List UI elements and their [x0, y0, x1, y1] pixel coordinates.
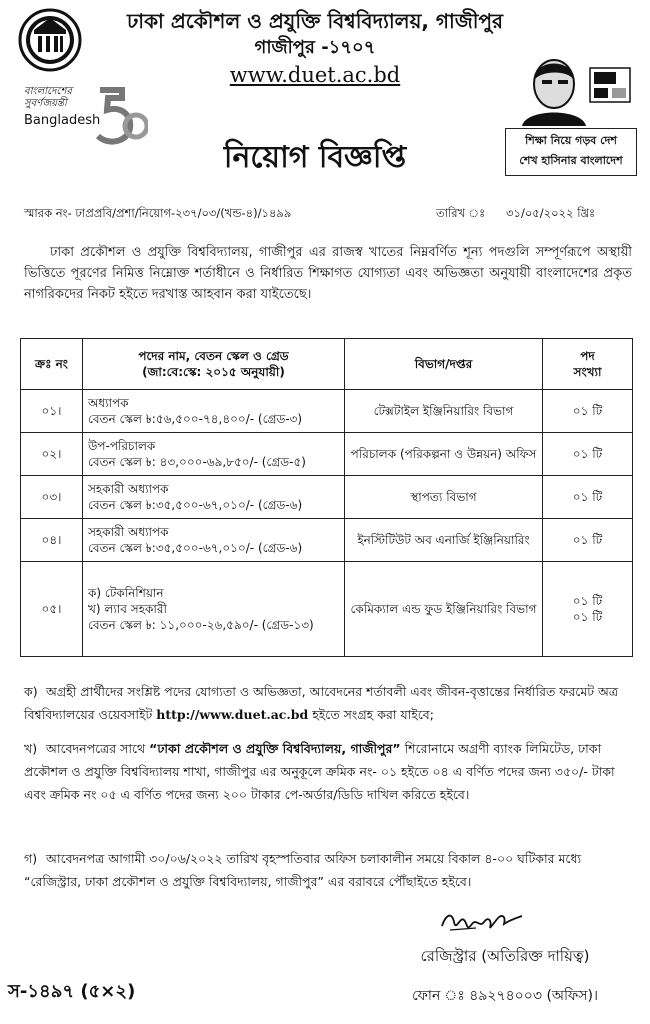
registrar-phone: ফোন ঃ ৪৯২৭৪০০৩ (অফিস)। [412, 988, 598, 1004]
university-website[interactable]: www.duet.ac.bd [229, 63, 401, 87]
mujib-100-portrait-icon [512, 50, 632, 126]
cell-post [83, 433, 345, 476]
cell-serial: ০১। [21, 390, 83, 433]
cell-serial: ০৩। [21, 476, 83, 519]
cell-post [83, 519, 345, 562]
post-scale: বেতন স্কেল ৳:৩৫,৫০০-৬৭,০১০/- (গ্রেড-৬) [88, 541, 303, 555]
cell-post [83, 476, 345, 519]
post-scale: বেতন স্কেল ৳:৫৬,৫০০-৭৪,৪০০/- (গ্রেড-৩) [88, 412, 303, 426]
cell-serial: ০৫। [21, 562, 83, 657]
posts-table [20, 338, 633, 657]
memo-number: স্মারক নং- ঢাপ্রপ্রবি/প্রশা/নিয়োগ-২৩৭/০৩/(খন্ড-৪)/১৪৯৯ [24, 206, 292, 220]
registrar-title: রেজিস্ট্রার (অতিরিক্ত দায়িত্ব) [420, 947, 590, 965]
condition-b-text-after: শিরোনামে অগ্রণী ব্যাংক লিমিটেড, ঢাকা প্রকৌশল ও প্রযুক্তি বিশ্ববিদ্যালয় শাখা, গাজীপুর এর অনুকূলে ক্রমিক নং- ০১ হইতে ০৪ এ বর্ণিত পদের জন্য ৩৫০/- টাকা এবং ক্রমিক নং ০৫ এ বর্ণিত পদের জন্য ২০০ টাকার পে-অর্ডার/ডিডি দাখিল করিতে হইবে। [24, 741, 615, 802]
table-row [21, 519, 633, 562]
cell-post [83, 390, 345, 433]
post-title-b: খ) ল্যাব সহকারী [88, 602, 167, 616]
post-scale: বেতন স্কেল ৳: ১১,০০০-২৬,৫৯০/- (গ্রেড-১৩) [88, 618, 314, 632]
date-value: ৩১/০৫/২০২২ খ্রিঃ [506, 206, 596, 220]
condition-a-text: অগ্রহী প্রার্থীদের সংশ্লিষ্ট পদের যোগ্যতা ও অভিজ্ঞতা, আবেদনের শর্তাবলী এবং জীবন-বৃত্তান্তের নির্ধারিত ফরমেট অত্র বিশ্ববিদ্যালয়ের ওয়েবসাইট [24, 684, 619, 722]
university-city-line: গাজীপুর -১৭০৭ [254, 37, 376, 58]
table-header-row [21, 339, 633, 390]
cell-serial: ০৪। [21, 519, 83, 562]
header-count-line1: পদ [580, 349, 595, 363]
slogan-line1: শিক্ষা নিয়ে গড়ব দেশ [525, 134, 617, 147]
intro-paragraph: ঢাকা প্রকৌশল ও প্রযুক্তি বিশ্ববিদ্যালয়, গাজীপুর এর রাজস্ব খাতের নিম্নবর্ণিত শূন্য পদগুলি সম্পূর্ণরূপে অস্থায়ী ভিত্তিতে পূরণের নিমিত্ত নিম্নোক্ত শর্তাধীনে ও নির্ধারিত শিক্ষাগত যোগ্যতা এবং অভিজ্ঞতা অনুযায়ী বাংলাদেশের প্রকৃত নাগরিকদের নিকট হইতে দরখাস্ত আহবান করা যাইতেছে। [24, 245, 632, 302]
header-count [543, 339, 633, 390]
condition-b-label: খ) [24, 741, 38, 756]
condition-a-text-after: হইতে সংগ্রহ করা যাইবে; [312, 707, 434, 722]
header-count-line2: সংখ্যা [573, 365, 602, 379]
bangladesh-50-line1: বাংলাদেশের [24, 86, 72, 97]
cell-count: ০১ টি [543, 390, 633, 433]
slogan-line2: শেখ হাসিনার বাংলাদেশ [519, 154, 623, 167]
registrar-signature-icon [436, 906, 526, 940]
condition-c-label: গ) [24, 851, 38, 866]
cell-count: ০১ টি [543, 476, 633, 519]
post-title: উপ-পরিচালক [88, 439, 156, 453]
cell-dept: টেক্সটাইল ইঞ্জিনিয়ারিং বিভাগ [345, 390, 543, 433]
condition-b [24, 737, 632, 806]
count-b: ০১ টি [572, 610, 603, 624]
table-row [21, 390, 633, 433]
table-row [21, 476, 633, 519]
condition-a-url[interactable]: http://www.duet.ac.bd [156, 707, 309, 722]
header-post-line2: (জা:বে:স্কে: ২০১৫ অনুযায়ী) [142, 365, 285, 379]
header-dept: বিভাগ/দপ্তর [345, 339, 543, 390]
university-name: ঢাকা প্রকৌশল ও প্রযুক্তি বিশ্ববিদ্যালয়, গাজীপুর [126, 9, 504, 33]
notice-title: নিয়োগ বিজ্ঞপ্তি [223, 140, 407, 175]
cell-count: ০১ টি [543, 433, 633, 476]
condition-a-label: ক) [24, 684, 38, 699]
ad-code: স-১৪৯৭ (৫×২) [8, 981, 136, 1002]
condition-b-text: আবেদনপত্রের সাথে [46, 741, 146, 756]
cell-dept: স্থাপত্য বিভাগ [345, 476, 543, 519]
condition-b-bold-name: “ঢাকা প্রকৌশল ও প্রযুক্তি বিশ্ববিদ্যালয়, গাজীপুর” [149, 741, 401, 756]
cell-post [83, 562, 345, 657]
date-label: তারিখ ঃ [436, 206, 486, 220]
post-title-a: ক) টেকনিশিয়ান [88, 586, 164, 600]
header-serial: ক্রঃ নং [21, 339, 83, 390]
table-row [21, 433, 633, 476]
post-scale: বেতন স্কেল ৳: ৪৩,০০০-৬৯,৮৫০/- (গ্রেড-৫) [88, 455, 306, 469]
post-title: অধ্যাপক [88, 396, 129, 410]
post-title: সহকারী অধ্যাপক [88, 525, 169, 539]
cell-count [543, 562, 633, 657]
post-scale: বেতন স্কেল ৳:৩৫,৫০০-৬৭,০১০/- (গ্রেড-৬) [88, 498, 303, 512]
bangladesh-50-word: Bangladesh [24, 113, 101, 128]
cell-dept: পরিচালক (পরিকল্পনা ও উন্নয়ন) অফিস [345, 433, 543, 476]
duet-logo [18, 8, 82, 72]
cell-count: ০১ টি [543, 519, 633, 562]
post-title: সহকারী অধ্যাপক [88, 482, 169, 496]
cell-serial: ০২। [21, 433, 83, 476]
header-post-line1: পদের নাম, বেতন স্কেল ও গ্রেড [138, 349, 289, 363]
cell-dept: ইনস্টিটিউট অব এনার্জি ইঞ্জিনিয়ারিং [345, 519, 543, 562]
header-post [83, 339, 345, 390]
bangladesh-50-line2: সুবর্ণজয়ন্তী [24, 98, 67, 109]
count-a: ০১ টি [572, 594, 603, 608]
cell-dept: কেমিক্যাল এন্ড ফুড ইঞ্জিনিয়ারিং বিভাগ [345, 562, 543, 657]
condition-c-text: আবেদনপত্র আগামী ৩০/০৬/২০২২ তারিখ বৃহস্পতিবার অফিস চলাকালীন সময়ে বিকাল ৪-০০ ঘটিকার মধ্যে “রেজিস্ট্রার, ঢাকা প্রকৌশল ও প্রযুক্তি বিশ্ববিদ্যালয়, গাজীপুর” এর বরাবরে পৌঁছাইতে হইবে। [24, 851, 582, 889]
condition-c [24, 847, 632, 893]
table-row [21, 562, 633, 657]
condition-a [24, 680, 632, 726]
